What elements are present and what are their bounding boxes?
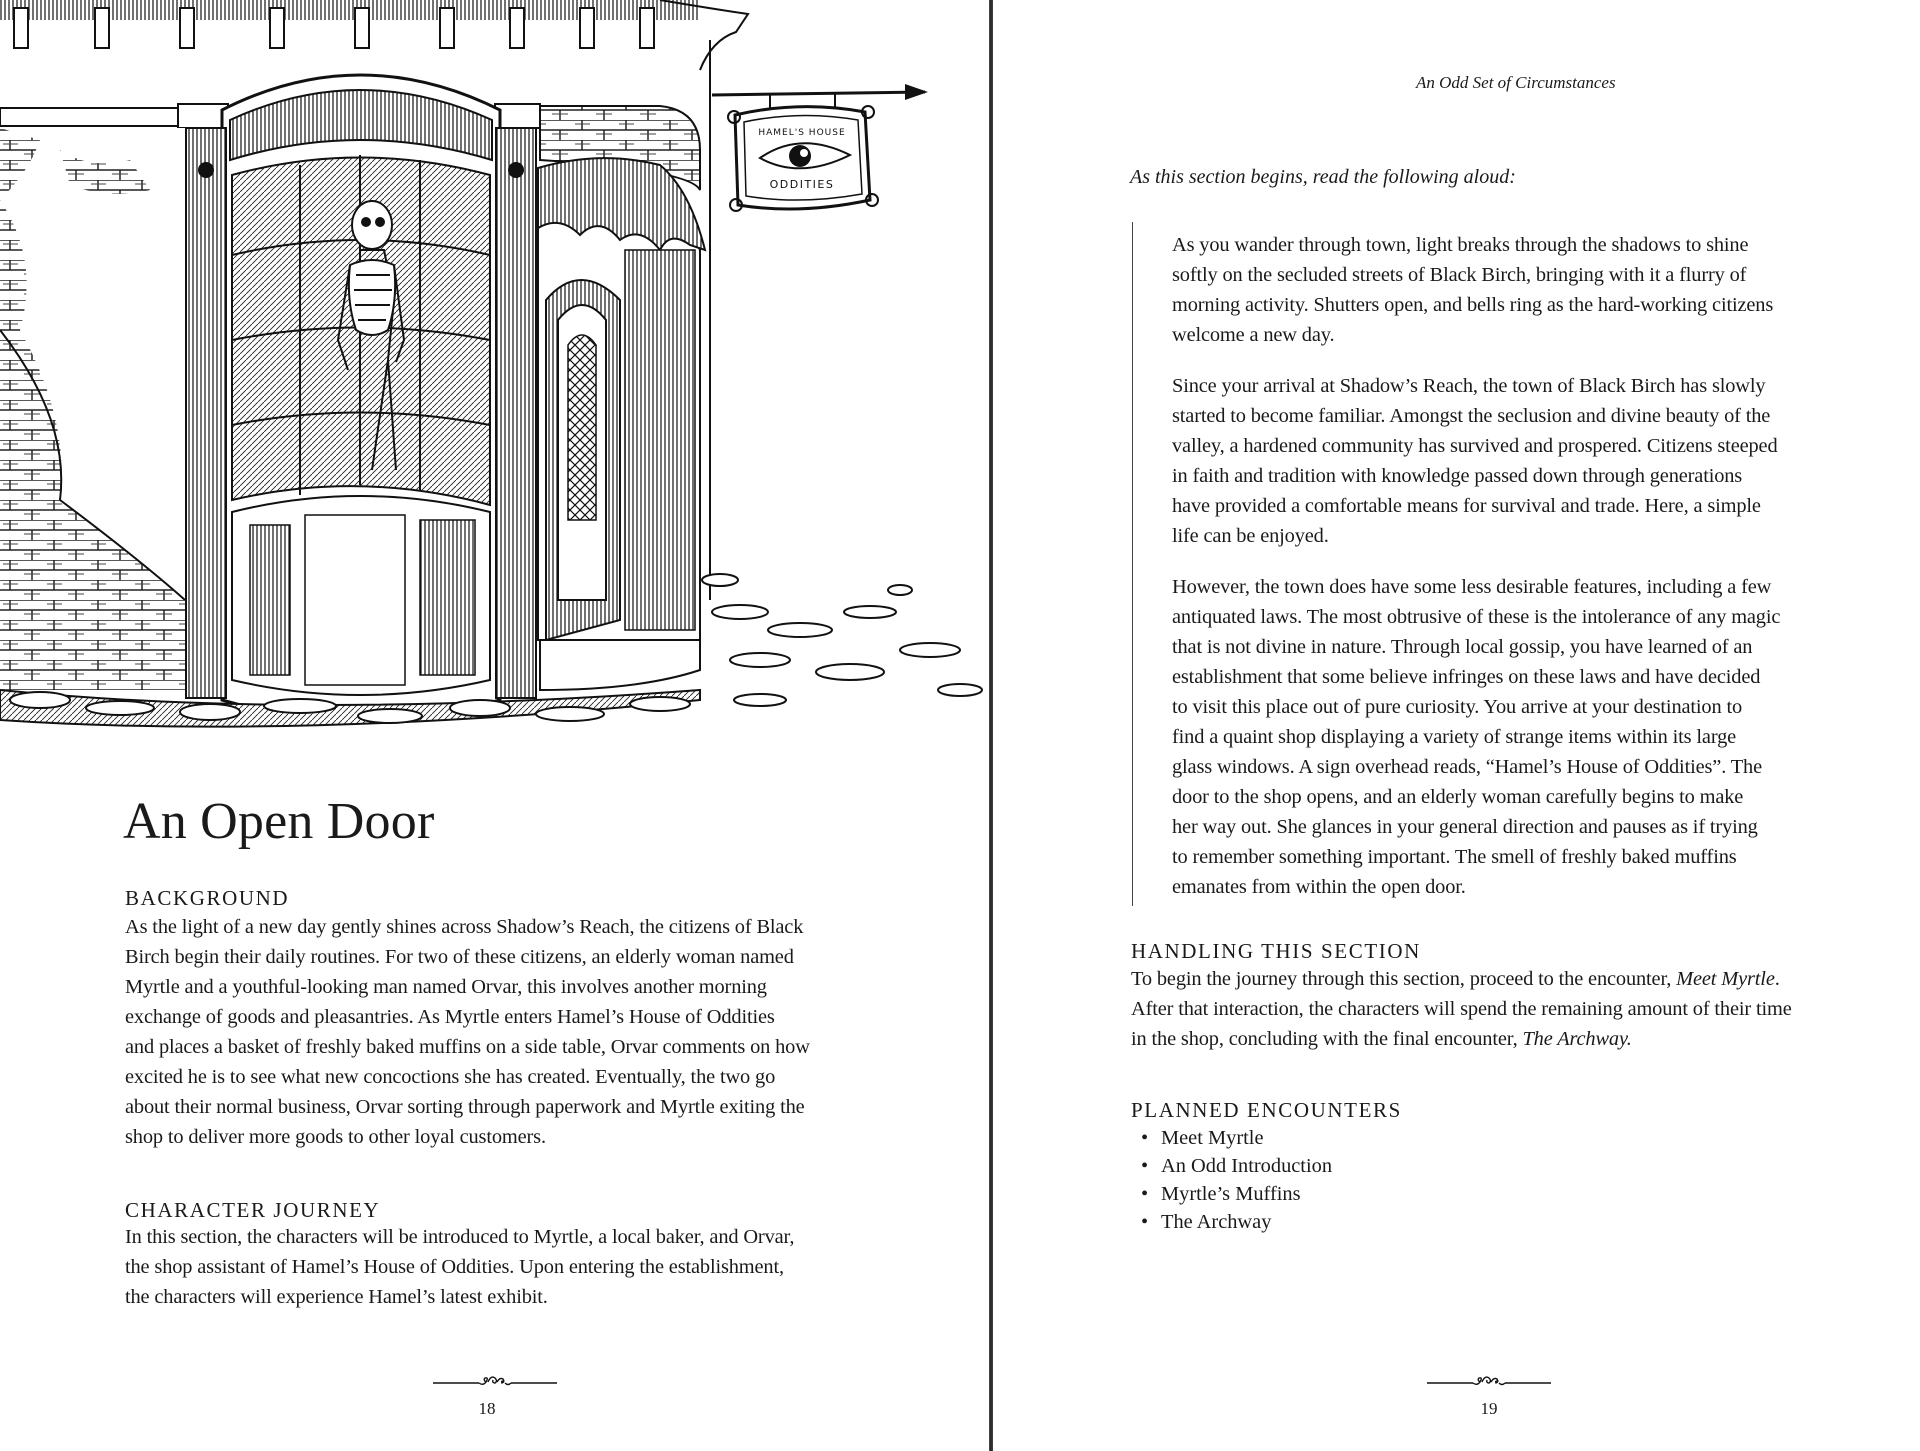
page-footer-left <box>425 1374 565 1419</box>
text-line: morning activity. Shutters open, and bells ring as the hard-working citizens <box>1172 294 1774 316</box>
encounter-name: The Archway <box>1161 1211 1272 1233</box>
background-paragraph <box>125 912 810 1152</box>
brick-wall <box>0 128 185 690</box>
shop-facade-illustration <box>0 0 990 740</box>
text-line: Since your arrival at Shadow’s Reach, the town of Black Birch has slowly <box>1172 375 1766 397</box>
text-line: exchange of goods and pleasantries. As Myrtle enters Hamel’s House of Oddities <box>125 1006 775 1028</box>
list-item <box>1131 1124 1332 1152</box>
text-line: establishment that some believe infringes on these laws and have decided <box>1172 666 1761 688</box>
text-line: door to the shop opens, and an elderly woman carefully begins to make <box>1172 786 1744 808</box>
flourish-ornament <box>433 1374 557 1388</box>
text-span: in the shop, concluding with the final encounter, <box>1131 1028 1523 1050</box>
read-aloud-box <box>1172 230 1780 902</box>
text-line: Myrtle and a youthful-looking man named Orvar, this involves another morning <box>125 976 767 998</box>
page-number: 19 <box>1480 1399 1498 1418</box>
text-line: that is not divine in nature. Through local gossip, you have learned of an <box>1172 636 1753 658</box>
read-aloud-paragraph <box>1172 371 1780 551</box>
text-line: softly on the secluded streets of Black Birch, bringing with it a flurry of <box>1172 264 1747 286</box>
text-line: life can be enjoyed. <box>1172 525 1329 547</box>
text-line: In this section, the characters will be introduced to Myrtle, a local baker, and Orvar, <box>125 1226 795 1248</box>
page-number: 18 <box>478 1399 496 1418</box>
read-aloud-paragraph <box>1172 230 1780 350</box>
text-span: . <box>1774 968 1780 990</box>
read-aloud-paragraph <box>1172 572 1780 902</box>
text-line: her way out. She glances in your general direction and pauses as if trying <box>1172 816 1758 838</box>
text-line: in faith and tradition with knowledge passed down through generations <box>1172 465 1743 487</box>
running-head: An Odd Set of Circumstances <box>1416 73 1616 92</box>
text-line: Birch begin their daily routines. For two of these citizens, an elderly woman named <box>125 946 794 968</box>
text-line: welcome a new day. <box>1172 324 1335 346</box>
page-footer-right <box>1427 1374 1551 1419</box>
bullet-icon: • <box>1141 1211 1149 1233</box>
encounter-list <box>1131 1124 1332 1236</box>
text-line: valley, a hardened community has survived and prospered. Citizens steeped <box>1172 435 1778 457</box>
text-line: about their normal business, Orvar sorting through paperwork and Myrtle exiting the <box>125 1096 805 1118</box>
text-line: After that interaction, the characters will spend the remaining amount of their time <box>1131 998 1792 1020</box>
read-aloud-rule <box>1132 222 1133 906</box>
text-line <box>1131 964 1792 994</box>
list-item <box>1131 1152 1332 1180</box>
bay-window <box>186 75 536 720</box>
text-line <box>1131 1024 1792 1054</box>
bullet-icon: • <box>1141 1155 1149 1177</box>
encounter-reference: Meet Myrtle <box>1676 968 1775 990</box>
svg-text:HAMEL'S HOUSE: HAMEL'S HOUSE <box>758 128 846 138</box>
text-line: antiquated laws. The most obtrusive of these is the intolerance of any magic <box>1172 606 1781 628</box>
text-line: the characters will experience Hamel’s latest exhibit. <box>125 1286 548 1308</box>
text-line: to visit this place out of pure curiosity. You arrive at your destination to <box>1172 696 1743 718</box>
text-line: the shop assistant of Hamel’s House of Oddities. Upon entering the establishment, <box>125 1256 784 1278</box>
text-line: shop to deliver more goods to other loyal customers. <box>125 1126 546 1148</box>
page-divider <box>989 0 993 1451</box>
bullet-icon: • <box>1141 1127 1149 1149</box>
section-heading-background: BACKGROUND <box>125 886 290 910</box>
text-line: excited he is to see what new concoctions she has created. Eventually, the two go <box>125 1066 776 1088</box>
encounter-name: An Odd Introduction <box>1161 1155 1333 1177</box>
text-line: and places a basket of freshly baked muffins on a side table, Orvar comments on how <box>125 1036 810 1058</box>
bullet-icon: • <box>1141 1183 1149 1205</box>
list-item <box>1131 1208 1332 1236</box>
flourish-ornament <box>1427 1374 1551 1388</box>
text-line: have provided a comfortable means for survival and trade. Here, a simple <box>1172 495 1761 517</box>
handling-paragraph <box>1131 964 1792 1054</box>
text-line: glass windows. A sign overhead reads, “Hamel’s House of Oddities”. The <box>1172 756 1762 778</box>
encounter-reference: The Archway. <box>1522 1028 1632 1050</box>
character-journey-paragraph <box>125 1222 794 1312</box>
section-heading-planned-encounters: PLANNED ENCOUNTERS <box>1131 1098 1402 1122</box>
read-aloud-instruction: As this section begins, read the following aloud: <box>1130 166 1516 188</box>
text-line: to remember something important. The smell of freshly baked muffins <box>1172 846 1737 868</box>
encounter-name: Meet Myrtle <box>1161 1127 1264 1149</box>
shop-doorway <box>538 158 705 690</box>
text-line: emanates from within the open door. <box>1172 876 1466 898</box>
encounter-name: Myrtle’s Muffins <box>1161 1183 1301 1205</box>
svg-text:ODDITIES: ODDITIES <box>769 178 835 191</box>
shop-sign <box>712 84 928 211</box>
section-heading-character-journey: CHARACTER JOURNEY <box>125 1198 381 1222</box>
text-line: However, the town does have some less desirable features, including a few <box>1172 576 1772 598</box>
text-line: As you wander through town, light breaks through the shadows to shine <box>1172 234 1749 256</box>
text-line: find a quaint shop displaying a variety of strange items within its large <box>1172 726 1737 748</box>
section-heading-handling: HANDLING THIS SECTION <box>1131 939 1421 963</box>
chapter-title: An Open Door <box>123 793 435 850</box>
text-line: As the light of a new day gently shines across Shadow’s Reach, the citizens of Black <box>125 916 804 938</box>
text-line: started to become familiar. Amongst the seclusion and divine beauty of the <box>1172 405 1771 427</box>
text-span: To begin the journey through this section, proceed to the encounter, <box>1131 968 1677 990</box>
list-item <box>1131 1180 1332 1208</box>
